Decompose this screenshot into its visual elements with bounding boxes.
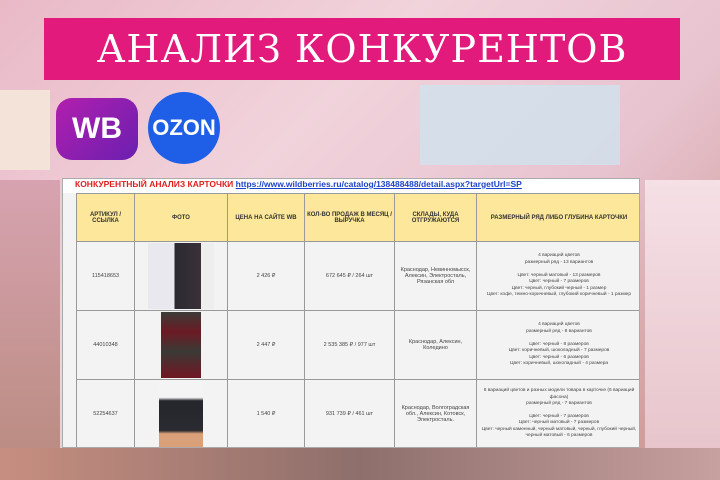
column-header: СКЛАДЫ, КУДА ОТГРУЖАЮТСЯ [395,194,477,242]
article-cell: 52254637 [77,380,135,449]
sizes-cell: 6 вариаций цветов и разных модели товара в карточке (6 вариаций фасона) размерный ряд - 7 вариантов Цвет: черный - 7 размеров Цвет: черный матовый - 7 размеров Цвет: черный каменный, черный матовый, черный, глубокий черный, черный матовый - 6 размеров [477,380,641,449]
product-link[interactable]: https://www.wildberries.ru/catalog/138488488/detail.aspx?targetUrl=SP [235,179,522,189]
background-decoration [0,180,60,480]
product-photo [161,312,201,378]
photo-cell [135,242,228,311]
price-cell: 2 447 ₽ [228,311,305,380]
wb-logo-text: WB [72,112,122,145]
column-header: РАЗМЕРНЫЙ РЯД ЛИБО ГЛУБИНА КАРТОЧКИ [477,194,641,242]
page-title: АНАЛИЗ КОНКУРЕНТОВ [96,27,628,71]
background-decoration [645,180,720,480]
price-cell: 2 426 ₽ [228,242,305,311]
product-photo [148,243,214,309]
background-decoration [0,448,720,480]
title-banner [44,18,680,80]
sizes-cell: 4 вариаций цветов размерный ряд - 8 вариантов Цвет: черный - 8 размеров Цвет: коричневый, шоколадный - 7 размеров Цвет: черный - 6 размеров Цвет: коричневый, шоколадный - 4 размера [477,311,641,380]
warehouses-cell: Краснодар, Алексин, Коледино [395,311,477,380]
table-row [77,380,641,449]
product-photo [159,381,203,447]
table-row [77,311,641,380]
competitor-table [76,193,640,448]
wildberries-logo [56,98,138,160]
column-header: АРТИКУЛ / ССЫЛКА [77,194,135,242]
sheet-title-row [63,179,639,193]
warehouses-cell: Краснодар, Волгоградская обл., Алексин, Котовск, Электросталь. [395,380,477,449]
warehouses-cell: Краснодар, Невинномысск, Алексин, Электросталь, Рязанская обл [395,242,477,311]
article-cell: 44010348 [77,311,135,380]
ozon-logo [148,92,220,164]
column-header: ФОТО [135,194,228,242]
price-cell: 1 540 ₽ [228,380,305,449]
header-row [77,194,641,242]
sizes-cell: 4 вариаций цветов размерный ряд - 13 вариантов Цвет: черный матовый - 13 размеров Цвет: черный - 7 размеров Цвет: черный, глубокий черный - 1 размер Цвет: кофе, темно-коричневый, глубокий коричневый - 1 размер [477,242,641,311]
sales-cell: 672 645 ₽ / 264 шт [305,242,395,311]
photo-cell [135,380,228,449]
article-cell: 115418653 [77,242,135,311]
sales-cell: 931 739 ₽ / 461 шт [305,380,395,449]
column-header: КОЛ-ВО ПРОДАЖ В МЕСЯЦ / ВЫРУЧКА [305,194,395,242]
table-row [77,242,641,311]
sales-cell: 2 535 385 ₽ / 977 шт [305,311,395,380]
column-header: ЦЕНА НА САЙТЕ WB [228,194,305,242]
spreadsheet [62,178,640,448]
sheet-title: КОНКУРЕНТНЫЙ АНАЛИЗ КАРТОЧКИ [75,179,234,189]
background-decoration [0,90,50,170]
photo-cell [135,311,228,380]
ozon-logo-text: OZON [152,115,216,140]
background-decoration [420,85,620,165]
